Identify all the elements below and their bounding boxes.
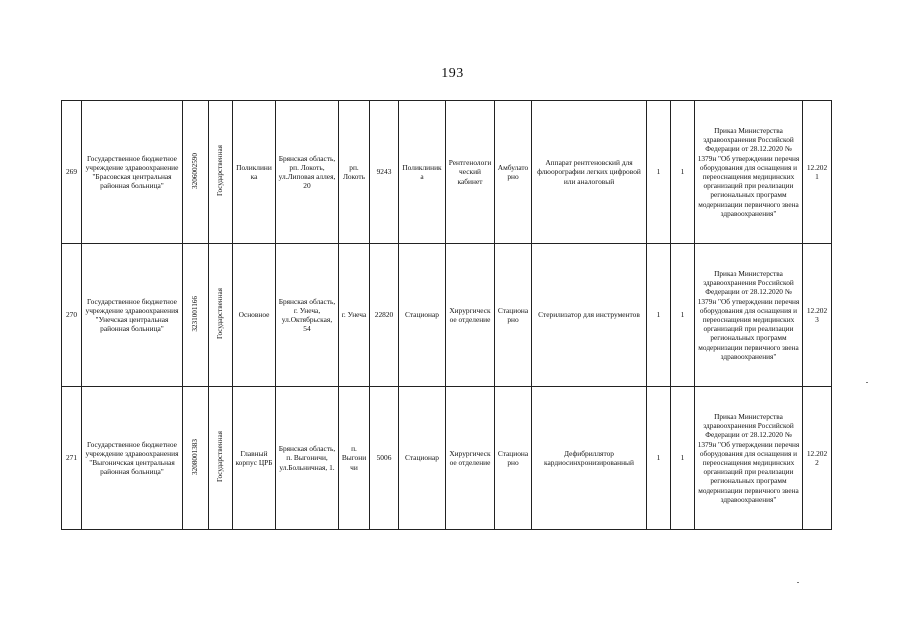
row-number: 271 — [65, 453, 78, 463]
equipment-name: Дефибриллятор кардиосинхронизированный — [544, 448, 634, 467]
equipment-name: Аппарат рентгеновский для флюорографии легких цифровой или аналоговый — [537, 158, 641, 186]
table-row — [62, 101, 832, 244]
address: Брянская область, г. Унеча, ул.Октябрьская, 54 — [278, 296, 336, 334]
locality-cell — [339, 387, 370, 530]
care-type-cell — [399, 244, 446, 387]
inn-code: 3208001383 — [191, 438, 199, 475]
ownership-form-cell — [209, 387, 233, 530]
row-number-cell — [62, 387, 82, 530]
row-number-cell — [62, 101, 82, 244]
care-type: Стационар — [405, 310, 439, 320]
care-type-cell — [399, 387, 446, 530]
subdivision: Поликлиника — [236, 162, 272, 181]
equipment-name-cell — [532, 101, 647, 244]
inn-code-cell — [183, 244, 209, 387]
regulatory-document-cell — [695, 244, 803, 387]
quantity-planned-cell — [671, 101, 695, 244]
subdivision-cell — [233, 387, 276, 530]
care-form: Стационарно — [497, 305, 529, 324]
ownership-form: Государственная — [216, 431, 224, 483]
equipment-name: Стерилизатор для инструментов — [538, 310, 640, 320]
row-number-cell — [62, 244, 82, 387]
inn-code-cell — [183, 387, 209, 530]
population: 9243 — [376, 167, 392, 177]
department: Хирургическое отделение — [449, 448, 491, 467]
inn-code: 3206002590 — [191, 152, 199, 189]
population-cell — [370, 101, 399, 244]
inn-code: 3231001166 — [191, 296, 199, 332]
population-cell — [370, 387, 399, 530]
regulatory-document: Приказ Министерства здравоохранения Российской Федерации от 28.12.2020 № 1379н "Об утверждении перечня оборудования для оснащения и переоснащения медицинских организаций при реализации региональных программ модернизации первичного звена здравоохранения" — [697, 268, 800, 361]
table-row — [62, 244, 832, 387]
equipment-name-cell — [532, 244, 647, 387]
quantity-planned-cell — [671, 244, 695, 387]
organization-name-cell — [82, 101, 183, 244]
department-cell — [446, 387, 495, 530]
delivery-date: 12.2022 — [806, 448, 828, 467]
care-form-cell — [495, 387, 532, 530]
quantity-required: 1 — [656, 453, 661, 463]
quantity-required-cell — [647, 101, 671, 244]
regulatory-document: Приказ Министерства здравоохранения Российской Федерации от 28.12.2020 № 1379н "Об утверждении перечня оборудования для оснащения и переоснащения медицинских организаций при реализации региональных программ модернизации первичного звена здравоохранения" — [697, 125, 800, 218]
care-type: Поликлиника — [402, 162, 442, 181]
delivery-date: 12.2021 — [806, 162, 828, 181]
population: 5006 — [376, 453, 392, 463]
row-number: 269 — [65, 167, 78, 177]
subdivision-cell — [233, 244, 276, 387]
regulatory-document-cell — [695, 387, 803, 530]
equipment-name-cell — [532, 387, 647, 530]
organization-name: Государственное бюджетное учреждение здравоохранение "Брасовская центральная районная больница" — [85, 153, 179, 191]
delivery-date-cell — [803, 244, 832, 387]
care-form: Стационарно — [497, 448, 529, 467]
locality: рп. Локоть — [343, 162, 365, 181]
organization-name: Государственное бюджетное учреждение здравоохранения "Унечская центральная районная больница" — [85, 296, 179, 334]
address-cell — [276, 101, 339, 244]
inn-code-cell — [183, 101, 209, 244]
care-form-cell — [495, 244, 532, 387]
department: Рентгенологический кабинет — [448, 158, 492, 186]
department: Хирургическое отделение — [449, 305, 491, 324]
organization-name: Государственное бюджетное учреждение здравоохранения "Выгоничская центральная районная больница" — [85, 439, 179, 477]
delivery-date-cell — [803, 387, 832, 530]
ownership-form: Государственная — [216, 288, 224, 340]
row-number: 270 — [65, 310, 78, 320]
ownership-form-cell — [209, 101, 233, 244]
ownership-form: Государственная — [216, 145, 224, 197]
locality-cell — [339, 244, 370, 387]
locality: п. Выгоничи — [341, 444, 367, 472]
quantity-planned: 1 — [680, 310, 685, 320]
organization-name-cell — [82, 387, 183, 530]
address-cell — [276, 244, 339, 387]
table-row — [62, 387, 832, 530]
organization-name-cell — [82, 244, 183, 387]
locality-cell — [339, 101, 370, 244]
page-number: 193 — [441, 66, 464, 81]
equipment-table — [61, 100, 832, 530]
population-cell — [370, 244, 399, 387]
quantity-required-cell — [647, 387, 671, 530]
quantity-planned: 1 — [680, 167, 685, 177]
address: Брянская область, рп. Локоть, ул.Липовая аллея, 20 — [278, 153, 336, 191]
quantity-required: 1 — [656, 310, 661, 320]
subdivision: Основное — [238, 310, 270, 320]
quantity-required: 1 — [656, 167, 661, 177]
regulatory-document-cell — [695, 101, 803, 244]
quantity-required-cell — [647, 244, 671, 387]
address-cell — [276, 387, 339, 530]
subdivision-cell — [233, 101, 276, 244]
department-cell — [446, 101, 495, 244]
care-form: Амбулаторно — [497, 162, 529, 181]
subdivision: Главный корпус ЦРБ — [235, 448, 273, 467]
scan-speck — [797, 582, 799, 583]
regulatory-document: Приказ Министерства здравоохранения Российской Федерации от 28.12.2020 № 1379н "Об утверждении перечня оборудования для оснащения и переоснащения медицинских организаций при реализации региональных программ модернизации первичного звена здравоохранения" — [697, 411, 800, 504]
ownership-form-cell — [209, 244, 233, 387]
department-cell — [446, 244, 495, 387]
quantity-planned-cell — [671, 387, 695, 530]
delivery-date: 12.2023 — [806, 305, 828, 324]
quantity-planned: 1 — [680, 453, 685, 463]
population: 22820 — [374, 310, 394, 320]
care-type: Стационар — [405, 453, 439, 463]
delivery-date-cell — [803, 101, 832, 244]
care-form-cell — [495, 101, 532, 244]
scan-speck — [866, 382, 868, 383]
care-type-cell — [399, 101, 446, 244]
locality: г. Унеча — [341, 310, 367, 320]
address: Брянская область, п. Выгоничи, ул.Больничная, 1. — [278, 444, 336, 472]
